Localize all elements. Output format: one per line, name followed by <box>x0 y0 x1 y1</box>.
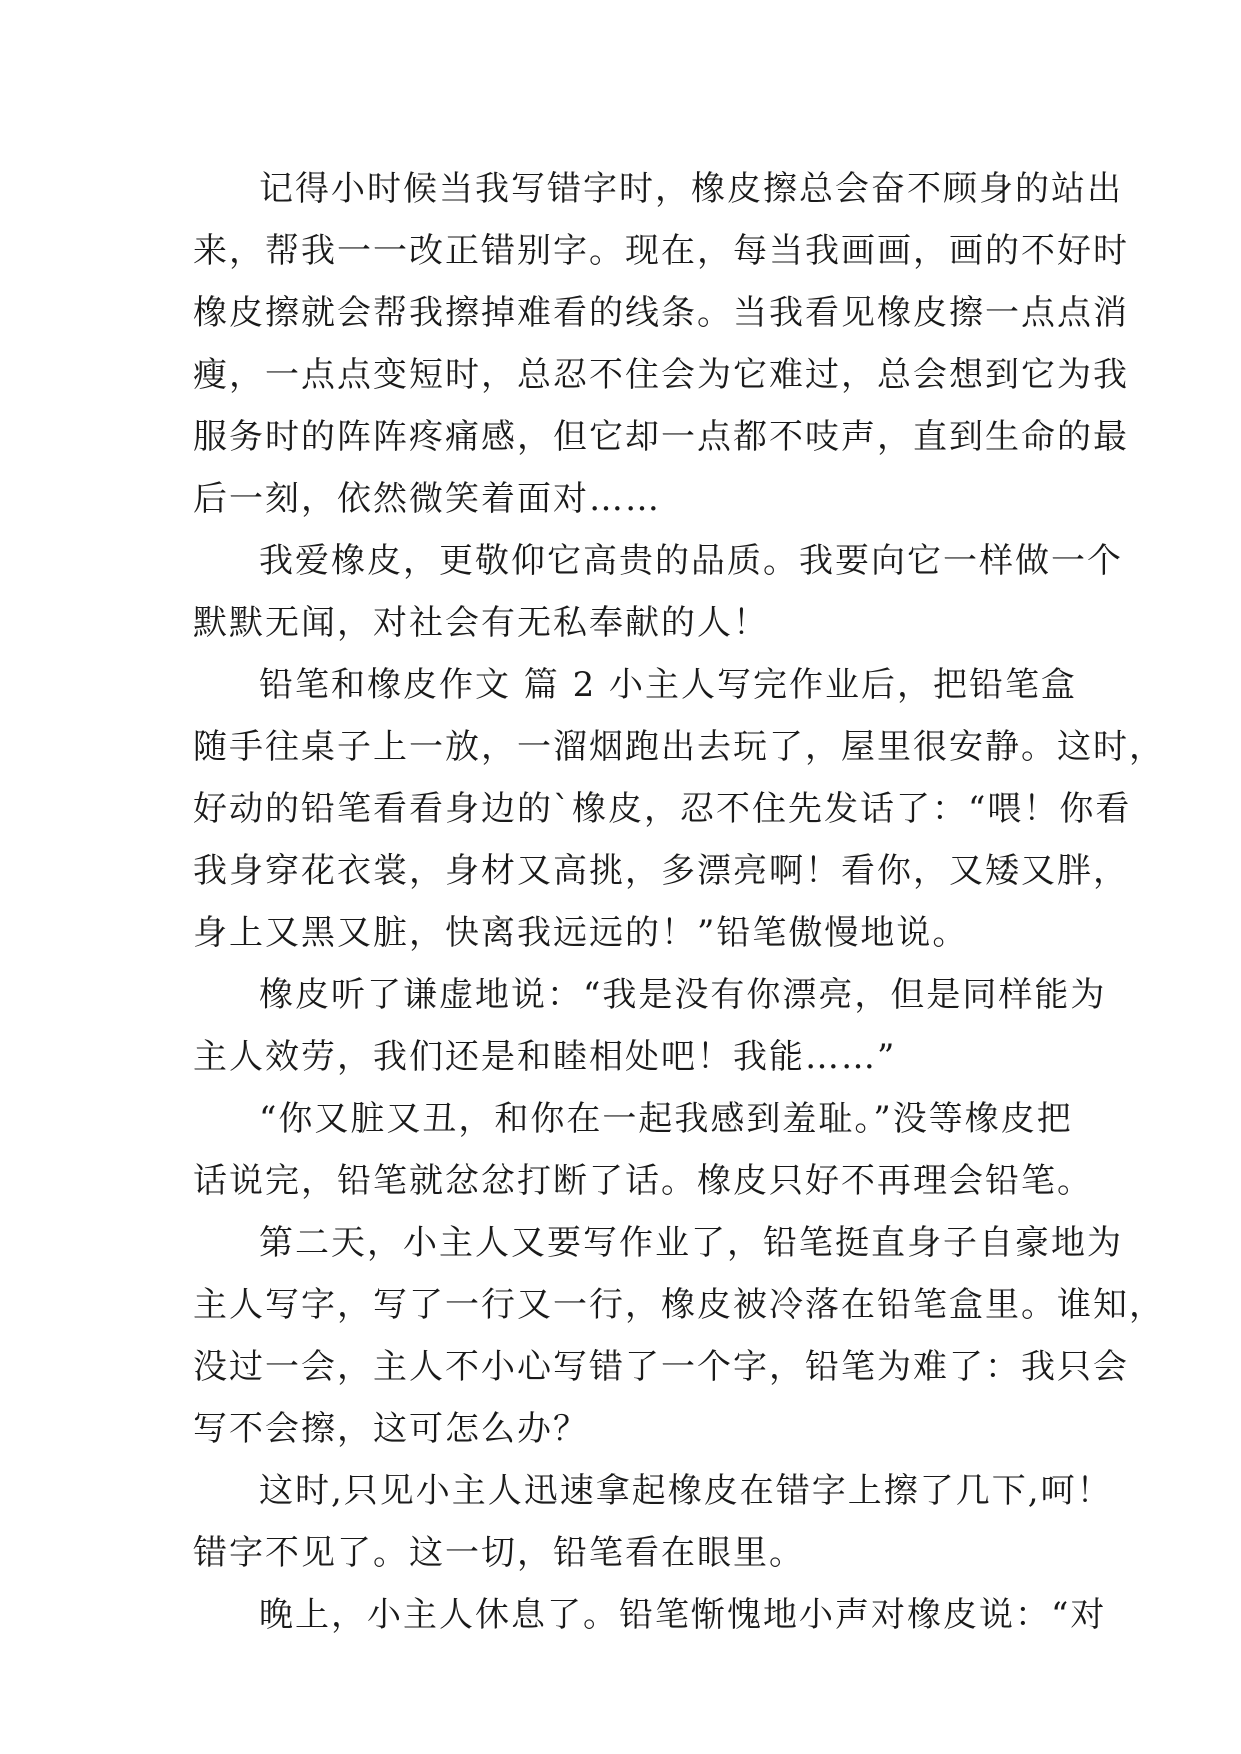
text-line: 默默无闻，对社会有无私奉献的人！ <box>193 603 769 643</box>
text-line: 来，帮我一一改正错别字。现在，每当我画画，画的不好时 <box>193 231 1129 271</box>
text-line: 服务时的阵阵疼痛感，但它却一点都不吱声，直到生命的最 <box>193 417 1129 457</box>
text-line: 记得小时候当我写错字时，橡皮擦总会奋不顾身的站出 <box>259 169 1123 209</box>
text-line: 主人写字，写了一行又一行，橡皮被冷落在铅笔盒里。谁知， <box>193 1285 1165 1325</box>
text-line: 没过一会，主人不小心写错了一个字，铅笔为难了：我只会 <box>193 1347 1129 1387</box>
text-line: 铅笔和橡皮作文 篇 2 小主人写完作业后，把铅笔盒 <box>259 665 1078 705</box>
text-line: 错字不见了。这一切，铅笔看在眼里。 <box>193 1533 805 1573</box>
document-body <box>193 158 1165 1646</box>
text-line: 橡皮擦就会帮我擦掉难看的线条。当我看见橡皮擦一点点消 <box>193 293 1129 333</box>
text-line: 随手往桌子上一放，一溜烟跑出去玩了，屋里很安静。这时， <box>193 727 1165 767</box>
text-line: 晚上，小主人休息了。铅笔惭愧地小声对橡皮说：“对 <box>259 1595 1107 1635</box>
text-line: 橡皮听了谦虚地说：“我是没有你漂亮，但是同样能为 <box>259 975 1107 1015</box>
text-line: 写不会擦，这可怎么办？ <box>193 1409 589 1449</box>
text-line: 主人效劳，我们还是和睦相处吧！我能……” <box>193 1037 897 1077</box>
text-line: “你又脏又丑，和你在一起我感到羞耻。”没等橡皮把 <box>259 1099 1073 1139</box>
text-line: 好动的铅笔看看身边的`橡皮，忍不住先发话了：“喂！你看 <box>193 789 1132 829</box>
text-line: 我身穿花衣裳，身材又高挑，多漂亮啊！看你，又矮又胖， <box>193 851 1129 891</box>
text-line: 后一刻，依然微笑着面对…… <box>193 479 661 519</box>
text-line: 话说完，铅笔就忿忿打断了话。橡皮只好不再理会铅笔。 <box>193 1161 1093 1201</box>
text-line: 瘦，一点点变短时，总忍不住会为它难过，总会想到它为我 <box>193 355 1129 395</box>
text-line: 这时,只见小主人迅速拿起橡皮在错字上擦了几下,呵！ <box>259 1471 1113 1511</box>
text-line: 身上又黑又脏，快离我远远的！”铅笔傲慢地说。 <box>193 913 969 953</box>
text-line: 我爱橡皮，更敬仰它高贵的品质。我要向它一样做一个 <box>259 541 1123 581</box>
text-line: 第二天，小主人又要写作业了，铅笔挺直身子自豪地为 <box>259 1223 1123 1263</box>
